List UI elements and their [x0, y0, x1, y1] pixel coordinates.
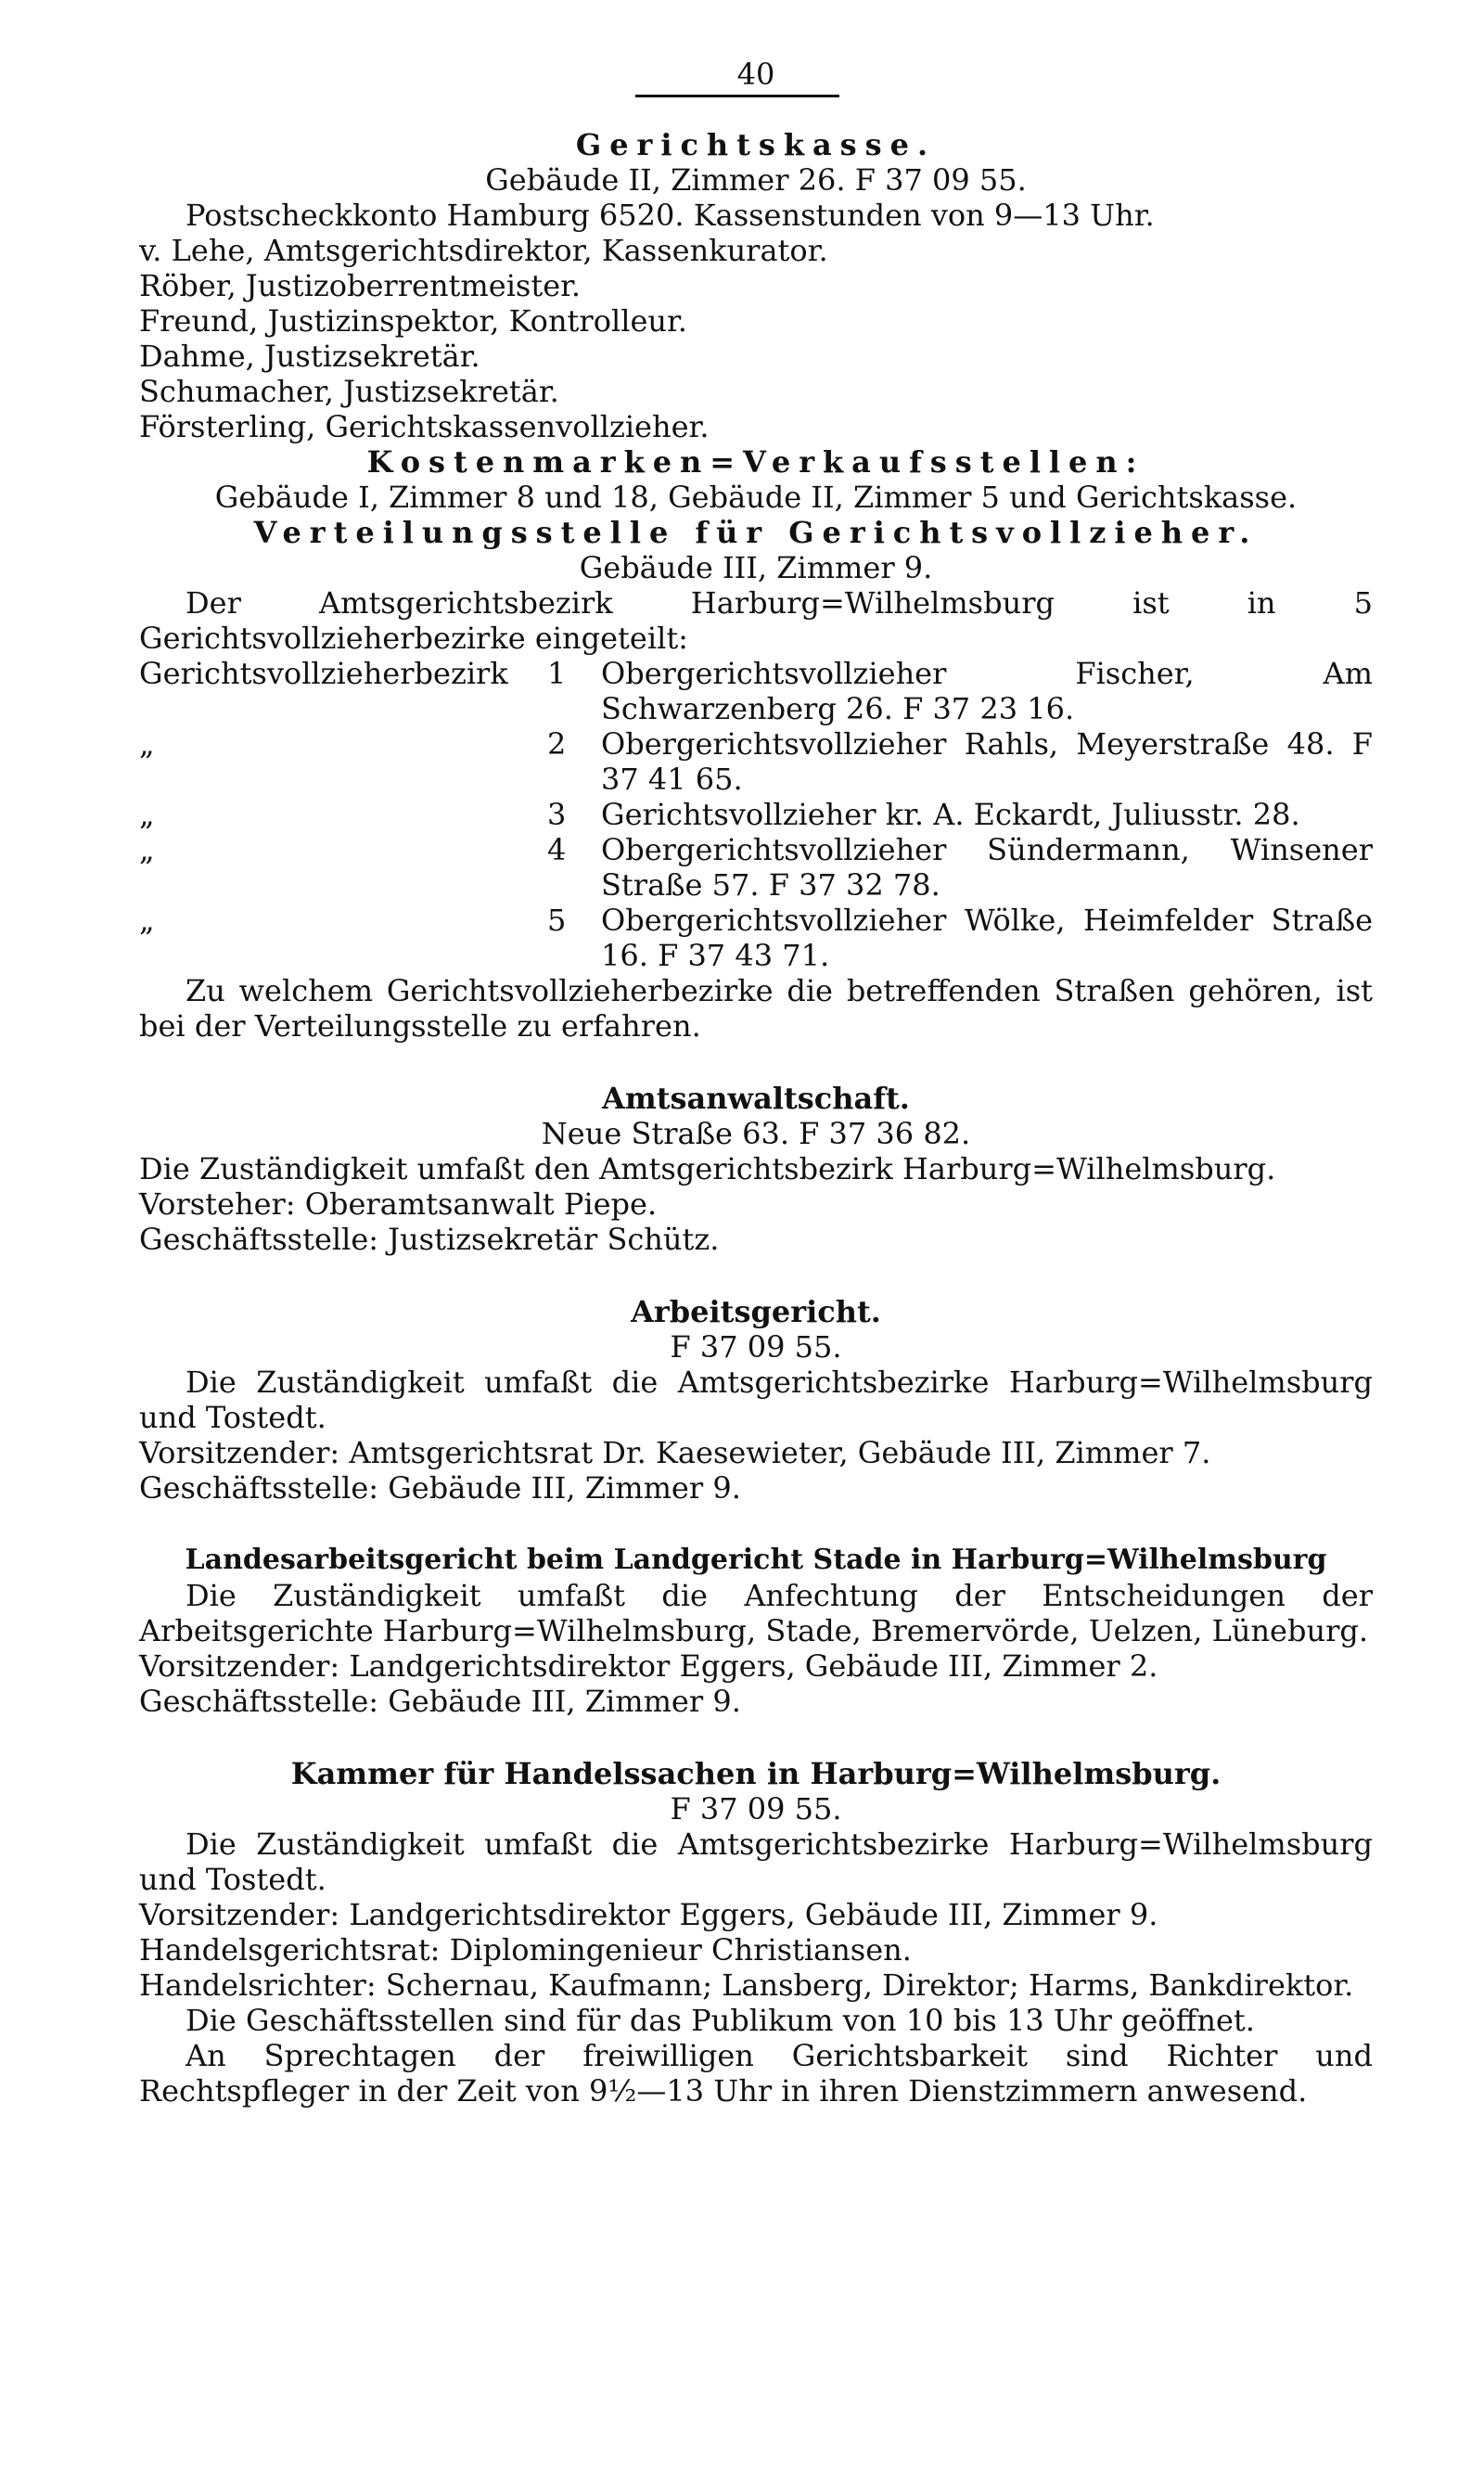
kammer-zustaendigkeit: Die Zuständigkeit umfaßt die Amtsgerichtsbezirke Harburg=Wilhelmsburg und Tostedt.: [139, 1827, 1373, 1897]
gerichtskasse-line: v. Lehe, Amtsgerichtsdirektor, Kassenkurator.: [139, 233, 828, 268]
kammer-handelsrichter: Handelsrichter: Schernau, Kaufmann; Lansberg, Direktor; Harms, Bankdirektor.: [139, 1968, 1354, 2003]
arbeitsgericht-line: Vorsitzender: Amtsgerichtsrat Dr. Kaesewieter, Gebäude III, Zimmer 7.: [139, 1435, 1211, 1470]
page-number: 40: [736, 57, 775, 92]
amtsanwaltschaft-line: Geschäftsstelle: Justizsekretär Schütz.: [139, 1222, 720, 1257]
bezirk-row: [139, 797, 1373, 832]
arbeitsgericht-line: Geschäftsstelle: Gebäude III, Zimmer 9.: [139, 1470, 741, 1506]
gerichtskasse-line: Postscheckkonto Hamburg 6520. Kassenstunden von 9—13 Uhr.: [186, 198, 1155, 233]
gerichtskasse-line: Försterling, Gerichtskassenvollzieher.: [139, 409, 710, 444]
bezirk-row: [139, 903, 1373, 973]
landesarbeitsgericht-title: Landesarbeitsgericht beim Landgericht Stade in Harburg=Wilhelmsburg: [185, 1544, 1327, 1576]
bezirk-label: „: [139, 903, 155, 938]
section-amtsanwaltschaft: [139, 1081, 1373, 1257]
amtsanwaltschaft-line: Die Zuständigkeit umfaßt den Amtsgerichtsbezirk Harburg=Wilhelmsburg.: [139, 1151, 1276, 1186]
section-landesarbeitsgericht: [139, 1543, 1373, 1719]
kammer-sprechtage: An Sprechtagen der freiwilligen Gerichtsbarkeit sind Richter und Rechtspfleger in der Zeit von 9½—13 Uhr in ihren Dienstzimmern anwesend.: [139, 2038, 1373, 2109]
arbeitsgericht-title: Arbeitsgericht.: [631, 1294, 881, 1329]
bezirk-row: [139, 656, 1373, 726]
kammer-oeffnung: Die Geschäftsstellen sind für das Publikum von 10 bis 13 Uhr geöffnet.: [186, 2003, 1255, 2038]
bezirk-number: 5: [547, 903, 567, 938]
verteilung-title: Verteilungsstelle für Gerichtsvollzieher.: [253, 515, 1259, 550]
kammer-line: Handelsgerichtsrat: Diplomingenieur Christiansen.: [139, 1932, 912, 1968]
bezirk-text: Obergerichtsvollzieher Wölke, Heimfelder Straße 16. F 37 43 71.: [601, 903, 1373, 973]
bezirk-text: Gerichtsvollzieher kr. A. Eckardt, Juliusstr. 28.: [601, 797, 1300, 832]
bezirk-label: „: [139, 832, 155, 867]
arbeitsgericht-zustaendigkeit: Die Zuständigkeit umfaßt die Amtsgerichtsbezirke Harburg=Wilhelmsburg und Tostedt.: [139, 1365, 1373, 1435]
landesarbeitsgericht-zustaendigkeit: Die Zuständigkeit umfaßt die Anfechtung der Entscheidungen der Arbeitsgerichte Harburg=Wilhelmsburg, Stade, Bremervörde, Uelzen, Lüneburg.: [139, 1578, 1373, 1648]
gerichtskasse-line: Schumacher, Justizsekretär.: [139, 374, 559, 409]
bezirk-text: Obergerichtsvollzieher Sündermann, Winsener Straße 57. F 37 32 78.: [601, 832, 1373, 903]
bezirk-number: 1: [547, 656, 567, 691]
kostenmarken-title: Kostenmarken=Verkaufsstellen:: [366, 444, 1145, 480]
bezirke-table: [139, 656, 1373, 973]
kammer-line: Vorsitzender: Landgerichtsdirektor Eggers, Gebäude III, Zimmer 9.: [139, 1897, 1158, 1932]
verteilung-intro: Der Amtsgerichtsbezirk Harburg=Wilhelmsburg ist in 5 Gerichtsvollzieherbezirke eingeteilt:: [139, 585, 1373, 656]
kammer-title: Kammer für Handelssachen in Harburg=Wilhelmsburg.: [290, 1756, 1222, 1791]
bezirk-number: 3: [547, 797, 567, 832]
section-arbeitsgericht: [139, 1294, 1373, 1506]
bezirk-row: [139, 832, 1373, 903]
gerichtskasse-line: Freund, Justizinspektor, Kontrolleur.: [139, 303, 687, 339]
amtsanwaltschaft-location: Neue Straße 63. F 37 36 82.: [541, 1116, 971, 1151]
amtsanwaltschaft-title: Amtsanwaltschaft.: [602, 1081, 910, 1116]
verteilung-outro: Zu welchem Gerichtsvollzieherbezirke die betreffenden Straßen gehören, ist bei der Verteilungsstelle zu erfahren.: [139, 973, 1373, 1044]
bezirk-number: 4: [547, 832, 567, 867]
section-gerichtskasse: [139, 127, 1373, 1044]
kammer-location: F 37 09 55.: [670, 1791, 842, 1827]
landesarbeitsgericht-line: Geschäftsstelle: Gebäude III, Zimmer 9.: [139, 1684, 741, 1719]
page-content: [139, 56, 1373, 2109]
kostenmarken-text: Gebäude I, Zimmer 8 und 18, Gebäude II, Zimmer 5 und Gerichtskasse.: [214, 480, 1298, 515]
section-kammer-handelssachen: [139, 1756, 1373, 2109]
gerichtskasse-location: Gebäude II, Zimmer 26. F 37 09 55.: [485, 162, 1027, 198]
bezirk-label: „: [139, 797, 155, 832]
gerichtskasse-line: Röber, Justizoberrentmeister.: [139, 268, 582, 303]
page-number-rule: [635, 95, 839, 97]
bezirk-text: Obergerichtsvollzieher Rahls, Meyerstraße 48. F 37 41 65.: [601, 726, 1373, 797]
verteilung-location: Gebäude III, Zimmer 9.: [579, 550, 933, 585]
bezirk-label: Gerichtsvollzieherbezirk: [139, 656, 508, 691]
bezirk-label: „: [139, 726, 155, 762]
bezirk-row: [139, 726, 1373, 797]
bezirk-number: 2: [547, 726, 567, 762]
landesarbeitsgericht-line: Vorsitzender: Landgerichtsdirektor Eggers, Gebäude III, Zimmer 2.: [139, 1648, 1158, 1684]
amtsanwaltschaft-line: Vorsteher: Oberamtsanwalt Piepe.: [139, 1186, 658, 1222]
gerichtskasse-line: Dahme, Justizsekretär.: [139, 339, 480, 374]
arbeitsgericht-location: F 37 09 55.: [670, 1329, 842, 1365]
bezirk-text: Obergerichtsvollzieher Fischer, Am Schwarzenberg 26. F 37 23 16.: [601, 656, 1373, 726]
gerichtskasse-title: Gerichtskasse.: [575, 127, 937, 162]
